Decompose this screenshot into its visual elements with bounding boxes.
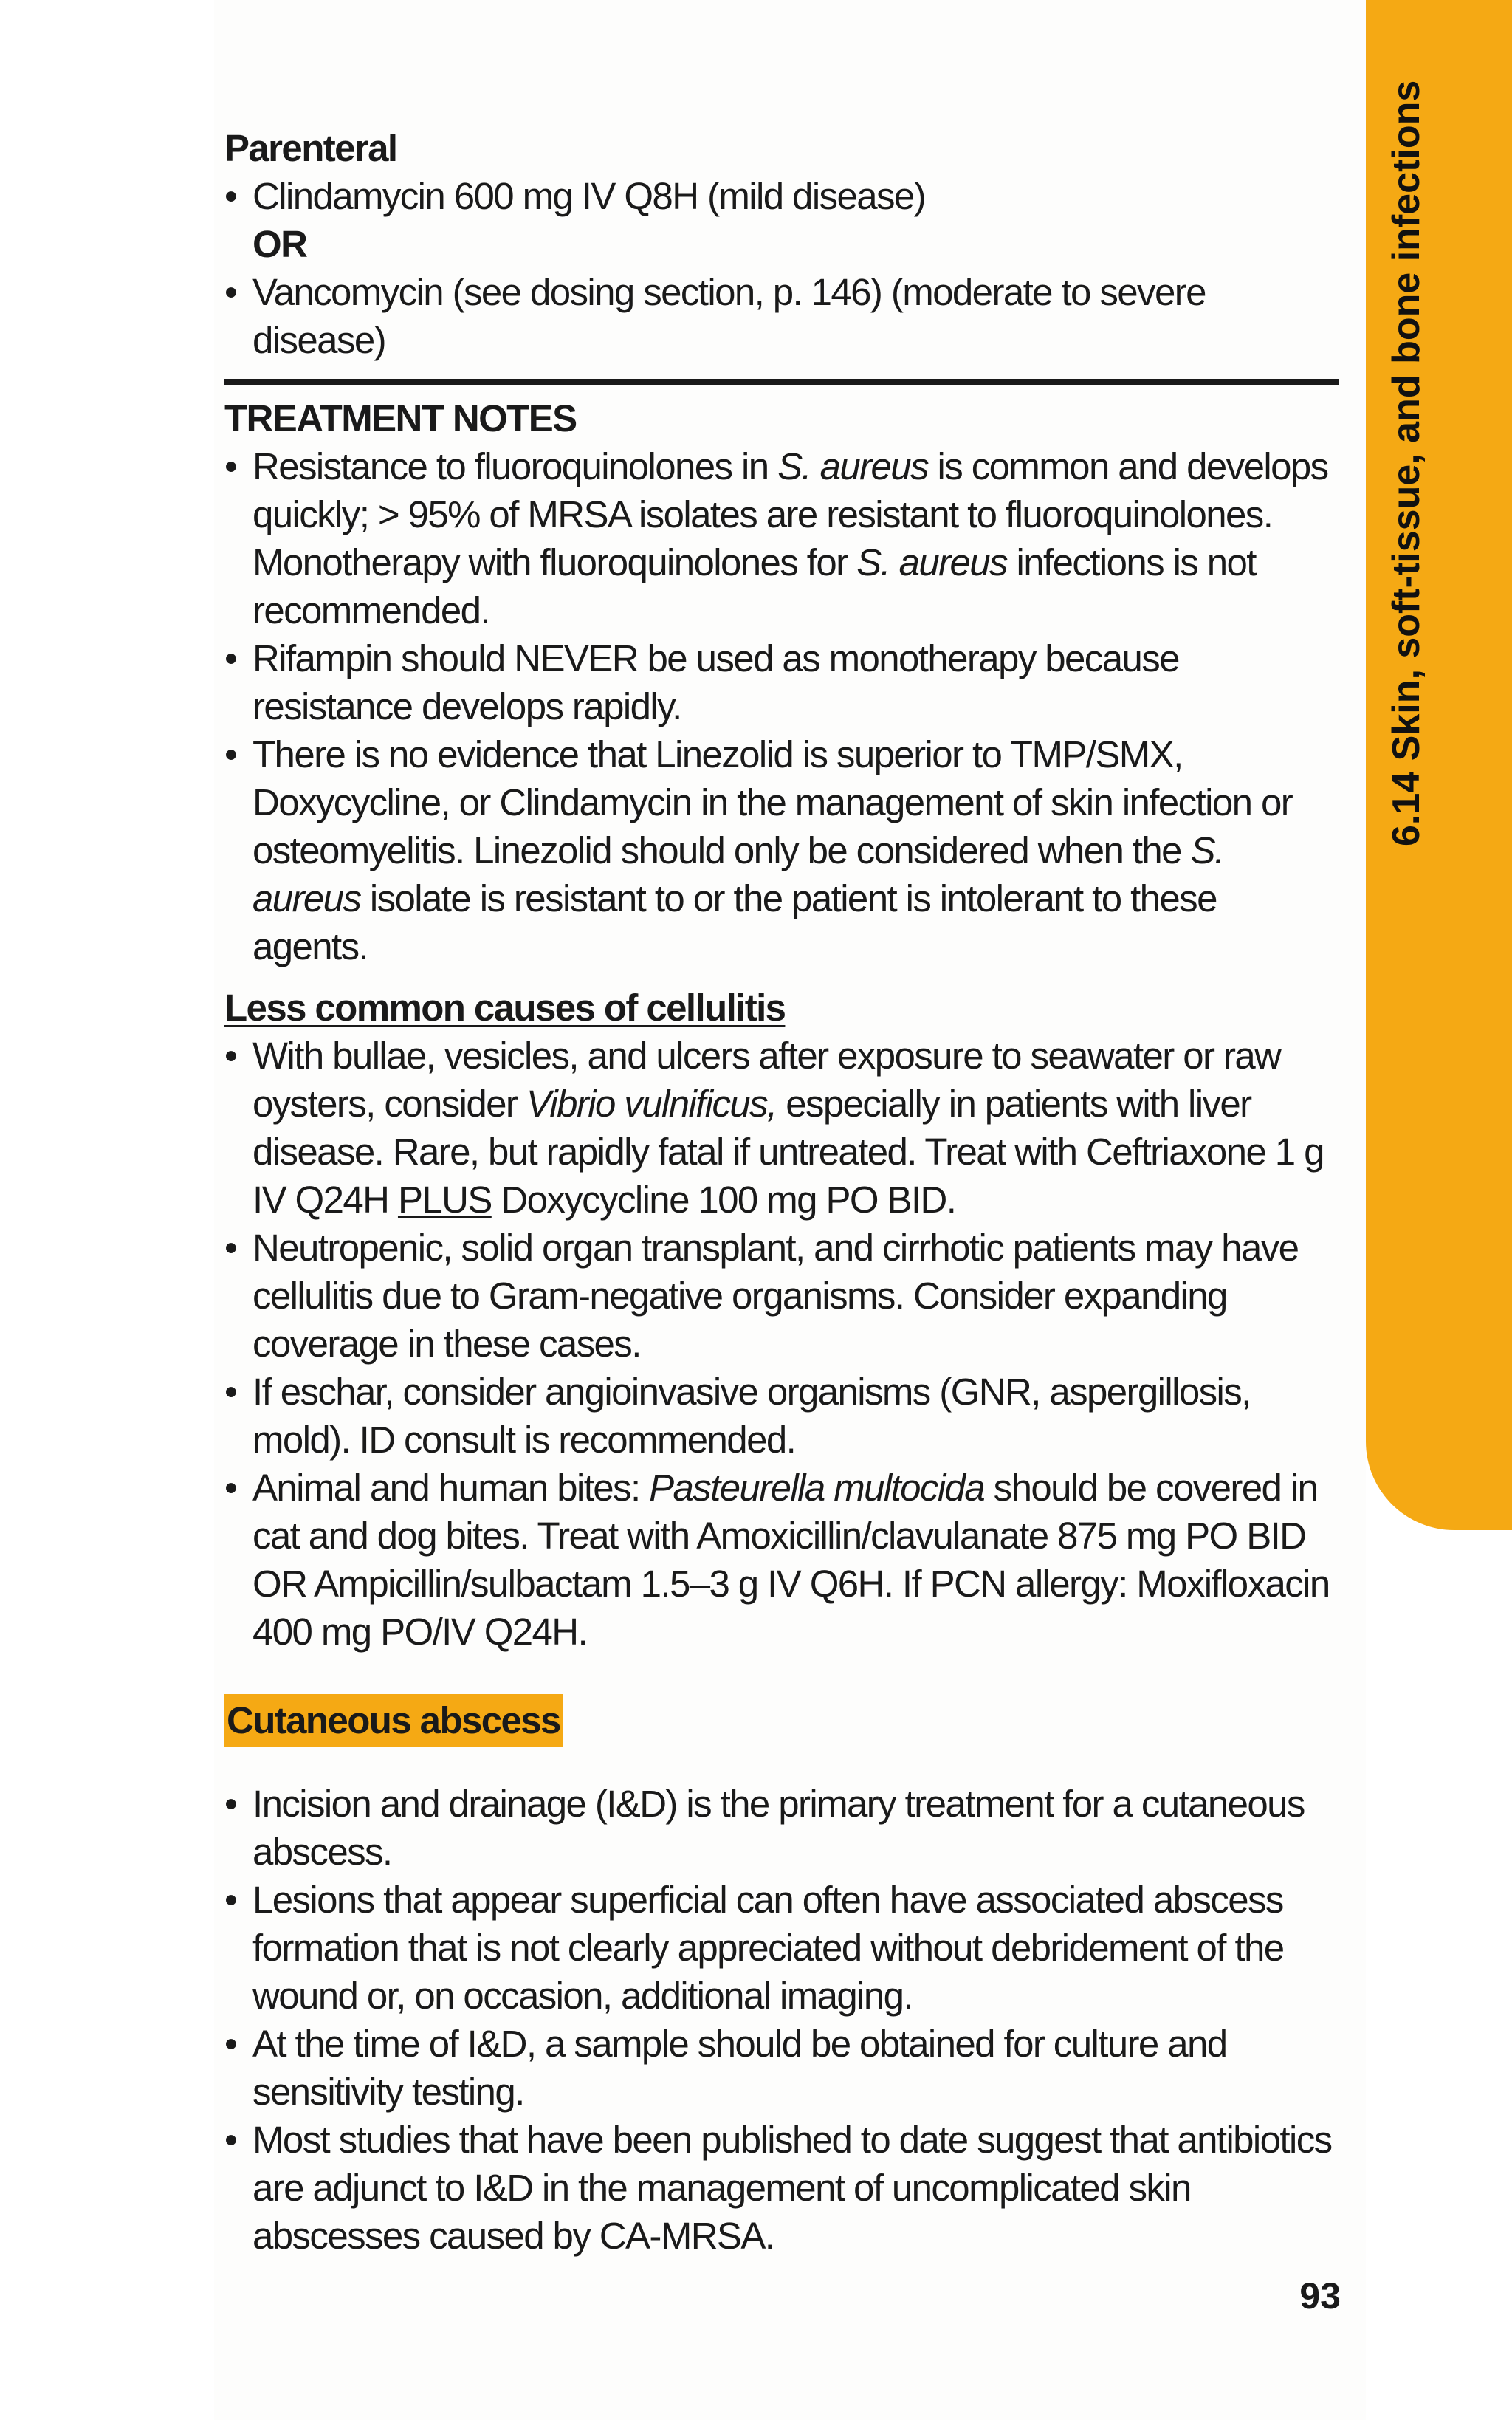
section-divider — [224, 379, 1339, 385]
list-item: • At the time of I&D, a sample should be obtained for culture and sensitivity testing. — [224, 2020, 1339, 2116]
less-common-section — [224, 984, 1339, 1656]
or-label: OR — [252, 223, 307, 265]
list-item: • Vancomycin (see dosing section, p. 146) (moderate to severe disease) — [224, 268, 1339, 364]
list-item: • Neutropenic, solid organ transplant, and cirrhotic patients may have cellulitis due to Gram-negative organisms. Consider expanding coverage in these cases. — [224, 1224, 1339, 1368]
parenteral-section — [224, 124, 1339, 364]
less-common-list — [224, 1032, 1339, 1656]
page-number: 93 — [1299, 2275, 1341, 2317]
parenteral-list — [224, 172, 1339, 220]
treatment-notes-heading: TREATMENT NOTES — [224, 397, 577, 439]
list-item: • Rifampin should NEVER be used as monotherapy because resistance develops rapidly. — [224, 634, 1339, 730]
parenteral-heading: Parenteral — [224, 127, 397, 169]
page-content — [224, 124, 1339, 2260]
list-item: • Clindamycin 600 mg IV Q8H (mild disease) — [224, 172, 1339, 220]
treatment-notes-section — [224, 394, 1339, 970]
list-item: • Incision and drainage (I&D) is the primary treatment for a cutaneous abscess. — [224, 1780, 1339, 1876]
list-item: • Lesions that appear superficial can often have associated abscess formation that is not clearly appreciated without debridement of the wound or, on occasion, additional imaging. — [224, 1876, 1339, 2020]
abscess-section — [224, 1694, 1339, 2260]
abscess-list — [224, 1780, 1339, 2260]
chapter-tab-label: 6.14 Skin, soft-tissue, and bone infections — [1385, 80, 1428, 846]
less-common-heading: Less common causes of cellulitis — [224, 987, 786, 1029]
list-item: • Animal and human bites: Pasteurella multocida should be covered in cat and dog bites. Treat with Amoxicillin/clavulanate 875 mg PO BID OR Ampicillin/sulbactam 1.5–3 g IV Q6H. If PCN allergy: Moxifloxacin 400 mg PO/IV Q24H. — [224, 1464, 1339, 1656]
list-item: • If eschar, consider angioinvasive organisms (GNR, aspergillosis, mold). ID consult is recommended. — [224, 1368, 1339, 1464]
list-item: • Most studies that have been published to date suggest that antibiotics are adjunct to I&D in the management of uncomplicated skin abscesses caused by CA-MRSA. — [224, 2116, 1339, 2260]
list-item: • With bullae, vesicles, and ulcers after exposure to seawater or raw oysters, consider Vibrio vulnificus, especially in patients with liver disease. Rare, but rapidly fatal if untreated. Treat with Ceftriaxone 1 g IV Q24H PLUS Doxycycline 100 mg PO BID. — [224, 1032, 1339, 1224]
abscess-heading: Cutaneous abscess — [224, 1694, 563, 1747]
parenteral-list-2 — [224, 268, 1339, 364]
treatment-notes-list — [224, 442, 1339, 970]
list-item: • There is no evidence that Linezolid is superior to TMP/SMX, Doxycycline, or Clindamycin in the management of skin infection or osteomyelitis. Linezolid should only be considered when the S. aureus isolate is resistant to or the patient is intolerant to these agents. — [224, 730, 1339, 970]
list-item: • Resistance to fluoroquinolones in S. aureus is common and develops quickly; > 95% of MRSA isolates are resistant to fluoroquinolones. Monotherapy with fluoroquinolones for S. aureus infections is not recommended. — [224, 442, 1339, 634]
